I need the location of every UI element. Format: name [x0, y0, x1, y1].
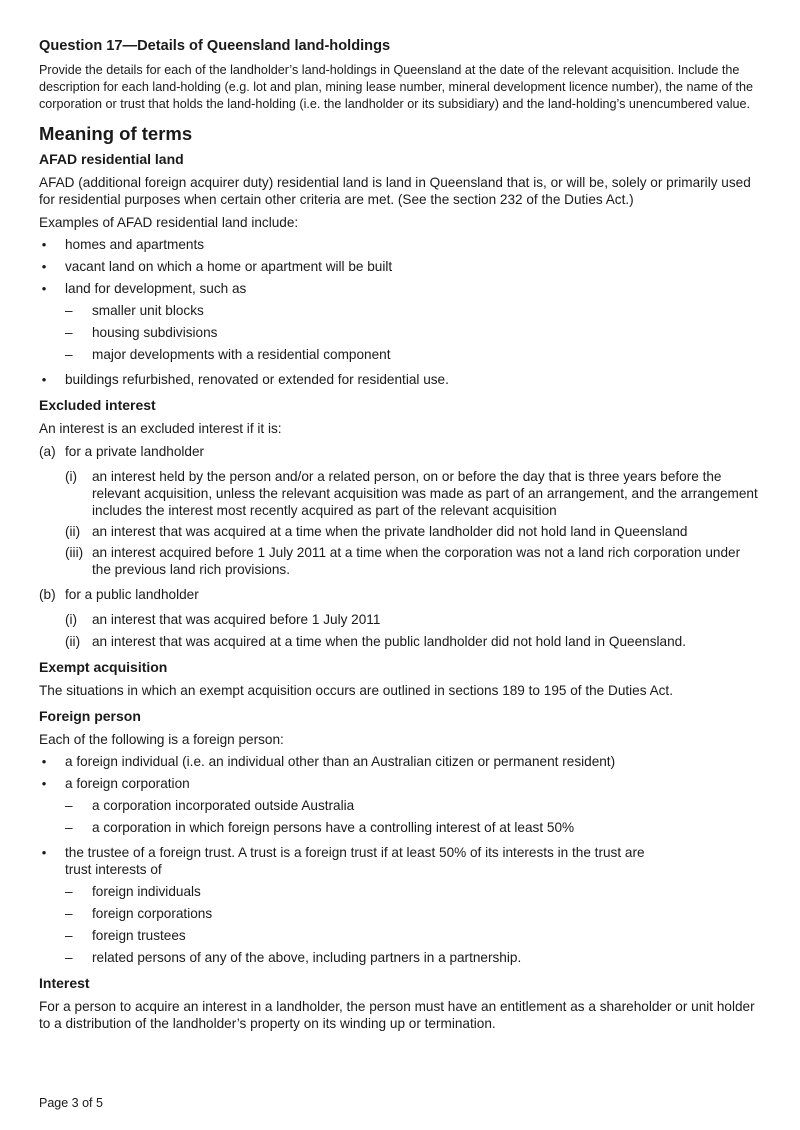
list-item: • buildings refurbished, renovated or extended for residential use. — [39, 371, 762, 388]
list-item: • a foreign individual (i.e. an individual other than an Australian citizen or permanent resident) — [39, 753, 762, 770]
question-17-body: Provide the details for each of the landholder’s land-holdings in Queensland at the date of the relevant acquisition. Include the description for each land-holding (e.g. lot and plan, mining lease number, mineral development licence number), the name of the corporation or trust that holds the land-holding (i.e. the landholder or its subsidiary) and the land-holding’s unencumbered value. — [39, 63, 754, 111]
bullet-icon: • — [41, 845, 47, 860]
foreign-person-intro: Each of the following is a foreign person: — [39, 732, 284, 747]
exempt-acquisition-heading: Exempt acquisition — [39, 659, 168, 675]
dash-icon: – — [65, 303, 73, 318]
interest-body: For a person to acquire an interest in a landholder, the person must have an entitlement as a shareholder or unit holder to a distribution of the landholder’s property on its winding up or termination. — [39, 999, 755, 1031]
list-item: – housing subdivisions — [65, 325, 218, 340]
excluded-intro: An interest is an excluded interest if it is: — [39, 421, 282, 436]
list-item: • land for development, such as – smaller unit blocks – housing subdivisions – major developments with a residential component — [39, 280, 762, 363]
dash-icon: – — [65, 798, 73, 813]
dash-icon: – — [65, 906, 73, 921]
question-17-heading: Question 17—Details of Queensland land-holdings — [39, 38, 391, 54]
dash-icon: – — [65, 347, 73, 362]
excluded-a-i: (i) an interest held by the person and/or a related person, on or before the day that is three years before the relevant acquisition, unless the relevant acquisition was made as part of an arrangement, and the arrangement includes the interest most recently acquired as part of the relevant acquisition — [65, 469, 758, 518]
excluded-item-a: (a) for a private landholder — [39, 444, 205, 459]
list-item: – foreign corporations — [65, 906, 213, 921]
bullet-icon: • — [41, 259, 47, 274]
afad-sub-list — [39, 302, 762, 363]
dash-icon: – — [65, 950, 73, 965]
excluded-b-i: (i) an interest that was acquired before 1 July 2011 — [65, 612, 381, 627]
excluded-a-ii: (ii) an interest that was acquired at a time when the private landholder did not hold land in Queensland — [65, 524, 688, 539]
dash-icon: – — [65, 325, 73, 340]
list-item: – smaller unit blocks — [65, 303, 204, 318]
foreign-person-heading: Foreign person — [39, 708, 141, 724]
list-item: • homes and apartments — [39, 236, 762, 253]
meaning-of-terms-heading: Meaning of terms — [39, 123, 193, 144]
bullet-icon: • — [41, 281, 47, 296]
bullet-icon: • — [41, 237, 47, 252]
interest-heading: Interest — [39, 975, 90, 991]
list-item: – major developments with a residential component — [65, 347, 391, 362]
list-item: • a foreign corporation – a corporation incorporated outside Australia – a corporation in which foreign persons have a controlling interest of at least 50% — [39, 775, 762, 836]
afad-examples-list — [39, 236, 762, 388]
dash-icon: – — [65, 884, 73, 899]
afad-body: AFAD (additional foreign acquirer duty) residential land is land in Queensland that is, or will be, solely or primarily used for residential purposes when certain other criteria are met. (See the section 232 of the Duties Act.) — [39, 175, 751, 207]
page-number: Page 3 of 5 — [39, 1096, 103, 1110]
dash-icon: – — [65, 928, 73, 943]
list-item: • the trustee of a foreign trust. A trust is a foreign trust if at least 50% of its interests in the trust are trust interests of – foreign individuals – foreign corporations – foreign trustees – related persons of any of the above, including partners in a partnership. — [39, 844, 762, 966]
dash-icon: – — [65, 820, 73, 835]
foreign-corp-sub-list — [39, 797, 762, 836]
list-item: – foreign individuals — [65, 884, 201, 899]
list-item: – foreign trustees — [65, 928, 186, 943]
bullet-icon: • — [41, 754, 47, 769]
list-item: – related persons of any of the above, including partners in a partnership. — [65, 950, 522, 965]
list-item: • vacant land on which a home or apartment will be built — [39, 258, 762, 275]
afad-heading: AFAD residential land — [39, 151, 184, 167]
afad-examples-intro: Examples of AFAD residential land include: — [39, 215, 299, 230]
foreign-trust-sub-list — [39, 883, 762, 966]
exempt-acquisition-body: The situations in which an exempt acquisition occurs are outlined in sections 189 to 195 of the Duties Act. — [39, 683, 673, 698]
excluded-item-b: (b) for a public landholder — [39, 587, 199, 602]
list-item: – a corporation in which foreign persons have a controlling interest of at least 50% — [65, 820, 575, 835]
excluded-interest-heading: Excluded interest — [39, 397, 156, 413]
bullet-icon: • — [41, 776, 47, 791]
list-item: – a corporation incorporated outside Australia — [65, 798, 355, 813]
bullet-icon: • — [41, 372, 47, 387]
excluded-a-iii: (iii) an interest acquired before 1 July 2011 at a time when the corporation was not a land rich corporation under the previous land rich provisions. — [65, 545, 741, 577]
excluded-b-ii: (ii) an interest that was acquired at a time when the public landholder did not hold land in Queensland. — [65, 634, 686, 649]
foreign-person-list — [39, 753, 762, 966]
